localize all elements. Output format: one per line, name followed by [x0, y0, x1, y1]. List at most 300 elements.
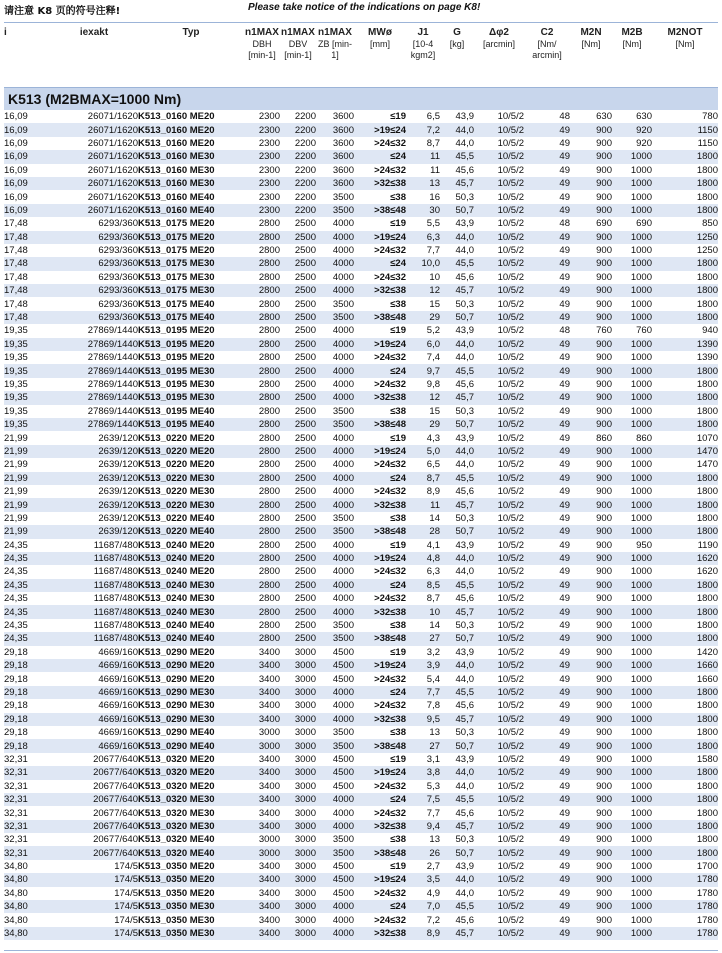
cell-m2b: 1000 [630, 620, 652, 632]
cell-n1max-dbv: 2500 [294, 352, 316, 364]
cell-n1max-dbv: 3000 [294, 861, 316, 873]
cell-n1max-dbv: 2500 [294, 298, 316, 310]
cell-stiffness: 49 [559, 245, 570, 257]
cell-m2b: 1000 [612, 498, 652, 511]
cell-backlash: 10/5/2 [474, 498, 524, 511]
cell-j1: 28 [406, 525, 440, 538]
cell-m2n: 900 [596, 620, 612, 632]
cell-weight: 45,6 [455, 914, 474, 926]
table-row [4, 204, 718, 217]
cell-type: K513_0350 ME20 [138, 887, 215, 899]
cell-weight: 50,7 [440, 632, 474, 645]
cell-type: K513_0175 ME20 [138, 218, 215, 230]
cell-type: K513_0195 ME20 [138, 338, 244, 351]
cell-n1max-dbh: 2800 [258, 352, 280, 364]
cell-m2b: 1000 [612, 766, 652, 779]
header-type [138, 23, 244, 88]
cell-weight: 45,6 [455, 807, 474, 819]
cell-ratio: 17,48 [4, 257, 50, 270]
table-row [4, 646, 718, 659]
cell-exact-ratio: 174/5 [114, 861, 138, 873]
cell-type: K513_0350 ME30 [138, 914, 215, 926]
cell-j1: 5,0 [406, 445, 440, 458]
cell-n1max-dbh: 2800 [244, 498, 280, 511]
cell-j1: 12 [406, 391, 440, 404]
cell-backlash: 10/5/2 [497, 861, 524, 873]
cell-j1: 26 [406, 846, 440, 859]
cell-j1: 4,8 [406, 552, 440, 565]
cell-weight: 44,0 [440, 659, 474, 672]
cell-ratio: 17,48 [4, 284, 50, 297]
cell-stiffness: 49 [559, 861, 570, 873]
cell-m2b: 1000 [630, 566, 652, 578]
cell-m2b: 1000 [630, 379, 652, 390]
cell-m2not: 1800 [652, 204, 718, 217]
cell-n1max-zb: 4000 [316, 605, 354, 618]
cell-n1max-dbh: 2800 [244, 338, 280, 351]
cell-stiffness: 48 [559, 111, 570, 123]
cell-m2not: 1800 [696, 727, 718, 739]
cell-mw-diameter: ≤38 [390, 512, 406, 524]
table-row [4, 231, 718, 244]
table-row [4, 257, 718, 270]
cell-m2not: 1800 [696, 834, 718, 846]
cell-n1max-dbv: 2500 [280, 257, 316, 270]
cell-mw-diameter: ≤24 [354, 257, 406, 270]
cell-mw-diameter: >24≤32 [374, 887, 406, 899]
cell-exact-ratio: 2639/120 [98, 486, 138, 498]
cell-ratio: 19,35 [4, 325, 28, 337]
cell-stiffness: 49 [524, 364, 570, 377]
cell-type: K513_0350 ME20 [138, 861, 215, 873]
cell-backlash: 10/5/2 [474, 552, 524, 565]
cell-n1max-dbh: 2800 [244, 579, 280, 592]
cell-j1: 5,2 [426, 325, 440, 337]
cell-j1: 6,3 [426, 566, 440, 578]
cell-n1max-zb: 4500 [332, 861, 354, 873]
table-row [4, 592, 718, 605]
cell-j1: 13 [429, 727, 440, 739]
header-n1max-dbh-label: n1MAX [245, 27, 279, 38]
cell-exact-ratio: 20677/640 [93, 834, 138, 846]
cell-m2not: 1070 [696, 432, 718, 444]
cell-n1max-dbh: 2800 [244, 284, 280, 297]
table-row [4, 284, 718, 297]
cell-weight: 44,0 [440, 766, 474, 779]
table-row [4, 431, 718, 444]
cell-exact-ratio: 2639/120 [98, 512, 138, 524]
cell-m2not: 1250 [652, 231, 718, 244]
cell-n1max-dbv: 2200 [280, 123, 316, 136]
cell-n1max-zb: 4000 [332, 271, 354, 283]
cell-mw-diameter: ≤24 [354, 686, 406, 699]
cell-stiffness: 49 [559, 887, 570, 899]
cell-ratio: 34,80 [4, 914, 28, 926]
cell-j1: 7,7 [426, 807, 440, 819]
table-row [4, 632, 718, 645]
cell-exact-ratio: 4669/160 [50, 659, 138, 672]
cell-n1max-dbh: 3400 [244, 766, 280, 779]
cell-j1: 13 [429, 834, 440, 846]
table-row [4, 565, 718, 578]
cell-m2n: 900 [596, 405, 612, 417]
cell-m2b: 1000 [630, 298, 652, 310]
cell-m2not: 1470 [696, 459, 718, 471]
cell-n1max-zb: 4000 [316, 552, 354, 565]
cell-m2b: 1000 [612, 472, 652, 485]
cell-weight: 45,7 [440, 713, 474, 726]
cell-m2not: 1800 [696, 405, 718, 417]
cell-j1: 9,8 [426, 379, 440, 390]
table-row [4, 351, 718, 364]
cell-stiffness: 49 [524, 177, 570, 190]
cell-stiffness: 49 [524, 605, 570, 618]
cell-weight: 43,9 [455, 325, 474, 337]
cell-mw-diameter: ≤19 [390, 111, 406, 123]
table-row [4, 512, 718, 525]
cell-type: K513_0160 ME20 [138, 111, 215, 123]
cell-m2n: 900 [596, 861, 612, 873]
table-row [4, 164, 718, 177]
cell-m2n: 900 [570, 846, 612, 859]
cell-n1max-dbv: 2500 [294, 620, 316, 632]
cell-n1max-dbv: 3000 [280, 927, 316, 940]
cell-n1max-dbh: 3400 [258, 914, 280, 926]
cell-j1: 10 [406, 605, 440, 618]
cell-stiffness: 49 [559, 379, 570, 390]
cell-weight: 45,6 [455, 593, 474, 605]
cell-stiffness: 49 [524, 338, 570, 351]
cell-weight: 45,5 [440, 364, 474, 377]
cell-n1max-dbv: 3000 [280, 659, 316, 672]
cell-type: K513_0240 ME40 [138, 632, 244, 645]
cell-mw-diameter: >24≤32 [374, 271, 406, 283]
cell-n1max-zb: 4000 [316, 257, 354, 270]
cell-n1max-zb: 4000 [316, 364, 354, 377]
table-row [4, 552, 718, 565]
cell-n1max-zb: 4000 [332, 566, 354, 578]
cell-m2n: 900 [570, 820, 612, 833]
cell-m2n: 900 [570, 552, 612, 565]
cell-type: K513_0290 ME40 [138, 739, 244, 752]
cell-m2not: 1660 [652, 659, 718, 672]
cell-backlash: 10/5/2 [497, 325, 524, 337]
cell-type: K513_0220 ME30 [138, 498, 244, 511]
cell-n1max-zb: 4000 [332, 539, 354, 551]
cell-m2b: 1000 [612, 231, 652, 244]
cell-m2b: 1000 [612, 632, 652, 645]
cell-n1max-dbh: 3400 [258, 807, 280, 819]
cell-j1: 10 [429, 271, 440, 283]
header-row [4, 23, 718, 88]
cell-weight: 45,5 [440, 579, 474, 592]
cell-exact-ratio: 2639/120 [98, 459, 138, 471]
cell-weight: 44,0 [455, 245, 474, 257]
cell-exact-ratio: 2639/120 [50, 498, 138, 511]
cell-weight: 50,3 [455, 512, 474, 524]
cell-exact-ratio: 26071/1620 [50, 123, 138, 136]
cell-ratio: 29,18 [4, 686, 50, 699]
cell-type: K513_0240 ME30 [138, 579, 244, 592]
cell-backlash: 10/5/2 [474, 659, 524, 672]
cell-n1max-dbh: 2800 [244, 364, 280, 377]
cell-n1max-dbv: 2500 [280, 311, 316, 324]
cell-backlash: 10/5/2 [474, 445, 524, 458]
cell-type: K513_0290 ME30 [138, 713, 244, 726]
cell-m2b: 920 [636, 137, 652, 149]
cell-exact-ratio: 4669/160 [50, 686, 138, 699]
cell-ratio: 16,09 [4, 177, 50, 190]
cell-ratio: 17,48 [4, 271, 28, 283]
cell-stiffness: 49 [559, 727, 570, 739]
cell-stiffness: 49 [524, 713, 570, 726]
cell-exact-ratio: 2639/120 [50, 472, 138, 485]
cell-stiffness: 49 [524, 820, 570, 833]
cell-stiffness: 49 [524, 445, 570, 458]
cell-m2b: 1000 [612, 338, 652, 351]
table-row [4, 110, 718, 123]
cell-backlash: 10/5/2 [497, 298, 524, 310]
cell-ratio: 16,09 [4, 150, 50, 163]
cell-m2n: 900 [596, 459, 612, 471]
cell-stiffness: 49 [524, 579, 570, 592]
cell-j1: 14 [429, 620, 440, 632]
cell-backlash: 10/5/2 [474, 311, 524, 324]
cell-backlash: 10/5/2 [474, 391, 524, 404]
cell-ratio: 19,35 [4, 338, 50, 351]
header-m2n [570, 23, 612, 88]
header-ratio [4, 23, 50, 88]
cell-weight: 44,0 [455, 137, 474, 149]
cell-n1max-dbh: 3400 [258, 887, 280, 899]
cell-backlash: 10/5/2 [474, 204, 524, 217]
table-row [4, 846, 718, 859]
cell-n1max-dbv: 2500 [294, 271, 316, 283]
cell-type: K513_0240 ME20 [138, 539, 215, 551]
cell-type: K513_0320 ME40 [138, 846, 244, 859]
cell-n1max-dbv: 3000 [280, 739, 316, 752]
cell-m2b: 1000 [612, 311, 652, 324]
cell-n1max-zb: 4000 [332, 459, 354, 471]
cell-m2not: 1780 [652, 873, 718, 886]
cell-m2n: 900 [570, 766, 612, 779]
header-exact-ratio-label: iexakt [79, 27, 109, 38]
cell-m2b: 1000 [612, 391, 652, 404]
cell-n1max-dbv: 3000 [294, 646, 316, 658]
cell-type: K513_0175 ME40 [138, 311, 244, 324]
cell-n1max-dbh: 2800 [258, 620, 280, 632]
cell-stiffness: 49 [524, 257, 570, 270]
cell-m2b: 1000 [630, 887, 652, 899]
cell-stiffness: 49 [559, 834, 570, 846]
cell-m2n: 900 [596, 727, 612, 739]
cell-n1max-dbh: 3000 [258, 727, 280, 739]
header-weight [440, 23, 474, 88]
cell-ratio: 24,35 [4, 539, 28, 551]
cell-stiffness: 49 [524, 472, 570, 485]
cell-weight: 50,3 [455, 834, 474, 846]
table-row [4, 150, 718, 163]
cell-type: K513_0240 ME30 [138, 605, 244, 618]
cell-backlash: 10/5/2 [497, 512, 524, 524]
table-row [4, 686, 718, 699]
cell-mw-diameter: >24≤32 [374, 566, 406, 578]
cell-ratio: 19,35 [4, 418, 50, 431]
table-row [4, 324, 718, 337]
cell-stiffness: 49 [524, 659, 570, 672]
cell-n1max-dbh: 2800 [244, 525, 280, 538]
cell-ratio: 24,35 [4, 632, 50, 645]
cell-type: K513_0220 ME30 [138, 486, 215, 498]
cell-weight: 50,3 [455, 191, 474, 203]
cell-mw-diameter: >38≤48 [354, 846, 406, 859]
cell-mw-diameter: >19≤24 [354, 873, 406, 886]
cell-backlash: 10/5/2 [474, 739, 524, 752]
cell-m2b: 860 [636, 432, 652, 444]
cell-n1max-zb: 4000 [332, 379, 354, 390]
cell-ratio: 19,35 [4, 391, 50, 404]
table-row [4, 713, 718, 726]
header-stiffness [524, 23, 570, 88]
cell-m2b: 1000 [630, 753, 652, 765]
cell-m2n: 900 [570, 927, 612, 940]
cell-ratio: 16,09 [4, 204, 50, 217]
cell-backlash: 10/5/2 [497, 539, 524, 551]
cell-n1max-zb: 4000 [332, 352, 354, 364]
cell-backlash: 10/5/2 [474, 525, 524, 538]
cell-exact-ratio: 11687/480 [50, 579, 138, 592]
cell-m2n: 900 [570, 498, 612, 511]
cell-backlash: 10/5/2 [474, 713, 524, 726]
cell-n1max-dbh: 2300 [244, 150, 280, 163]
cell-weight: 50,7 [440, 739, 474, 752]
cell-n1max-dbh: 2300 [244, 177, 280, 190]
cell-n1max-zb: 3500 [316, 632, 354, 645]
cell-backlash: 10/5/2 [474, 257, 524, 270]
cell-j1: 3,1 [426, 753, 440, 765]
cell-type: K513_0195 ME30 [138, 364, 244, 377]
cell-type: K513_0290 ME40 [138, 727, 215, 739]
cell-stiffness: 49 [559, 459, 570, 471]
cell-m2not: 1190 [697, 539, 718, 551]
cell-n1max-dbv: 2500 [280, 605, 316, 618]
cell-mw-diameter: >32≤38 [354, 498, 406, 511]
cell-exact-ratio: 27869/1440 [87, 379, 138, 390]
cell-exact-ratio: 26071/1620 [50, 177, 138, 190]
cell-stiffness: 49 [559, 191, 570, 203]
cell-ratio: 29,18 [4, 646, 28, 658]
cell-mw-diameter: >24≤32 [374, 352, 406, 364]
cell-exact-ratio: 27869/1440 [50, 391, 138, 404]
cell-n1max-dbv: 2200 [294, 164, 316, 176]
cell-n1max-dbv: 2500 [294, 566, 316, 578]
cell-m2b: 1000 [612, 927, 652, 940]
cell-backlash: 10/5/2 [497, 111, 524, 123]
cell-exact-ratio: 27869/1440 [87, 325, 138, 337]
cell-m2b: 1000 [612, 418, 652, 431]
cell-n1max-dbh: 3400 [244, 793, 280, 806]
cell-n1max-zb: 4000 [316, 927, 354, 940]
cell-m2b: 760 [636, 325, 652, 337]
cell-n1max-zb: 4000 [316, 472, 354, 485]
cell-n1max-dbv: 3000 [280, 713, 316, 726]
cell-j1: 2,7 [426, 861, 440, 873]
cell-n1max-dbv: 3000 [280, 793, 316, 806]
cell-type: K513_0160 ME40 [138, 191, 215, 203]
cell-backlash: 10/5/2 [497, 727, 524, 739]
cell-j1: 7,2 [406, 123, 440, 136]
cell-n1max-zb: 3500 [316, 311, 354, 324]
cell-m2not: 1800 [696, 700, 718, 712]
section-title: K513 (M2BMAX=1000 Nm) [4, 88, 718, 111]
cell-n1max-zb: 4000 [332, 807, 354, 819]
header-backlash [474, 23, 524, 88]
cell-stiffness: 49 [524, 739, 570, 752]
cell-exact-ratio: 4669/160 [50, 713, 138, 726]
cell-n1max-zb: 4000 [332, 700, 354, 712]
cell-exact-ratio: 11687/480 [93, 620, 138, 632]
cell-weight: 45,7 [440, 391, 474, 404]
cell-backlash: 10/5/2 [474, 900, 524, 913]
cell-m2not: 850 [702, 218, 718, 230]
cell-n1max-zb: 4500 [332, 646, 354, 658]
cell-m2n: 900 [570, 364, 612, 377]
cell-n1max-dbv: 3000 [294, 700, 316, 712]
cell-n1max-dbh: 3400 [244, 927, 280, 940]
cell-backlash: 10/5/2 [497, 593, 524, 605]
cell-m2b: 1000 [612, 739, 652, 752]
cell-n1max-zb: 3500 [316, 418, 354, 431]
cell-stiffness: 49 [559, 164, 570, 176]
cell-m2b: 1000 [612, 284, 652, 297]
cell-n1max-dbh: 3400 [244, 900, 280, 913]
cell-n1max-dbh: 3400 [244, 686, 280, 699]
cell-weight: 45,7 [440, 927, 474, 940]
cell-type: K513_0350 ME20 [138, 873, 244, 886]
cell-m2not: 1800 [696, 164, 718, 176]
cell-type: K513_0175 ME20 [138, 231, 244, 244]
cell-type: K513_0160 ME30 [138, 164, 215, 176]
cell-ratio: 29,18 [4, 713, 50, 726]
table-row [4, 177, 718, 190]
cell-type: K513_0240 ME20 [138, 566, 215, 578]
cell-mw-diameter: >38≤48 [354, 632, 406, 645]
cell-m2not: 1700 [696, 861, 718, 873]
cell-m2n: 900 [596, 566, 612, 578]
cell-mw-diameter: >24≤32 [374, 780, 406, 792]
cell-m2n: 900 [570, 311, 612, 324]
cell-backlash: 10/5/2 [497, 700, 524, 712]
cell-m2not: 1800 [696, 512, 718, 524]
cell-n1max-zb: 4000 [316, 579, 354, 592]
cell-mw-diameter: >19≤24 [354, 766, 406, 779]
cell-j1: 7,2 [426, 914, 440, 926]
cell-ratio: 32,31 [4, 766, 50, 779]
cell-m2b: 1000 [630, 807, 652, 819]
table-row [4, 579, 718, 592]
cell-n1max-dbh: 2800 [258, 325, 280, 337]
cell-m2not: 1470 [652, 445, 718, 458]
cell-stiffness: 49 [559, 593, 570, 605]
cell-weight: 45,7 [440, 820, 474, 833]
cell-n1max-zb: 4000 [332, 325, 354, 337]
header-ratio-label: i [4, 27, 7, 38]
cell-backlash: 10/5/2 [497, 914, 524, 926]
cell-n1max-dbh: 2300 [258, 164, 280, 176]
cell-stiffness: 49 [524, 204, 570, 217]
notice-chinese: 请注意 K8 页的符号注释! [4, 6, 121, 17]
cell-backlash: 10/5/2 [497, 646, 524, 658]
